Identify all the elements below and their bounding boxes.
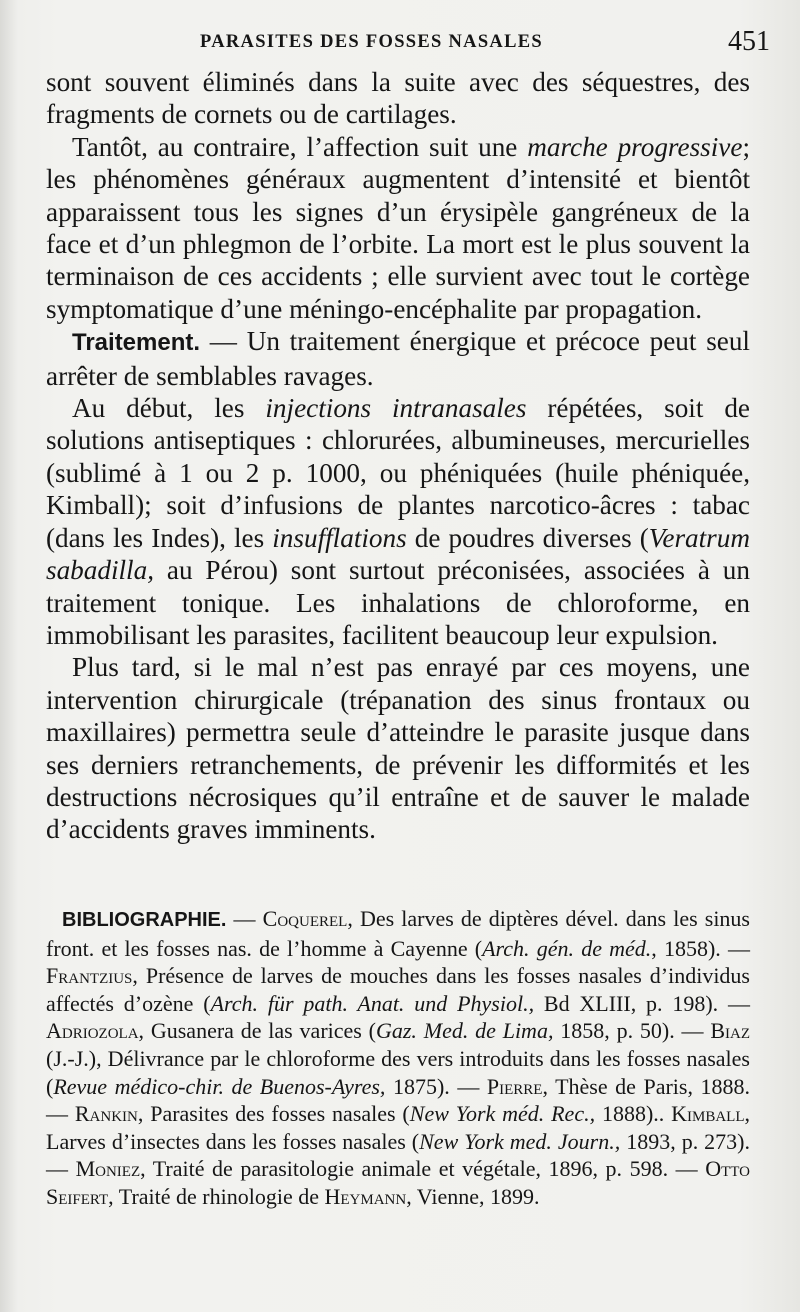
- author-name: Otto Seifert: [46, 1156, 750, 1209]
- paragraph-intervention: Plus tard, si le mal n’est pas enrayé par ces moyens, une intervention chirurgicale (trépanation des sinus frontaux ou maxillaires) permettra seule d’atteindre le parasite jusque dans ses derniers retranchements, de prévenir les difformités et les destructions nécrosiques qu’il entraîne et de sauver le malade d’accidents graves imminents.: [46, 652, 750, 845]
- bibliography: [46, 905, 750, 1211]
- author-name: Biaz: [710, 1018, 750, 1044]
- author-name: Coquerel: [262, 906, 348, 931]
- author-name: Heymann: [324, 1183, 407, 1209]
- main-text: [46, 66, 750, 846]
- journal-title: New York méd. Rec.,: [409, 1101, 596, 1127]
- journal-title: Revue médico-chir. de Buenos-Ayres,: [53, 1073, 386, 1099]
- paragraph-traitement: Traitement. — Un traitement énergique et précoce peut seul arrêter de semblables ravages.: [46, 326, 750, 391]
- bibliography-text: BIBLIOGRAPHIE. — Coquerel, Des larves de diptères dével. dans les sinus front. et les fosses nas. de l’homme à Cayenne (Arch. gén. de méd., 1858). — Frantzius, Présence de larves de mouches dans les fosses nasales d’individus affectés d’ozène (Arch. für path. Anat. und Physiol., Bd XLIII, p. 198). — Adriozola, Gusanera de las varices (Gaz. Med. de Lima, 1858, p. 50). — Biaz (J.-J.), Délivrance par le chloroforme des vers introduits dans les fosses nasales (Revue médico-chir. de Buenos-Ayres, 1875). — Pierre, Thèse de Paris, 1888. — Rankin, Parasites des fosses nasales (New York méd. Rec., 1888).. Kimball, Larves d’insectes dans les fosses nasales (New York med. Journ., 1893, p. 273). — Moniez, Traité de parasitologie animale et végétale, 1896, p. 598. — Otto Seifert, Traité de rhinologie de Heymann, Vienne, 1899.: [46, 906, 751, 1209]
- page-number: 451: [728, 26, 770, 57]
- paragraph-progression: Tantôt, au contraire, l’affection suit une marche progressive; les phénomènes généraux augmentent d’intensité et bientôt apparaissent tous les signes d’un érysipèle gangréneux de la face et d’un phlegmon de l’orbite. La mort est le plus souvent la terminaison de ces accidents ; elle survient avec tout le cortège symptomatique d’une méningo-encéphalite par propagation.: [46, 131, 750, 324]
- journal-title: Gaz. Med. de Lima,: [375, 1018, 554, 1044]
- author-name: Rankin: [74, 1101, 138, 1127]
- section-heading-traitement: Traitement.: [72, 329, 201, 357]
- author-name: Pierre: [486, 1073, 543, 1099]
- author-name: Kimball: [671, 1101, 745, 1127]
- journal-title: Arch. für path. Anat. und Physiol.,: [210, 990, 535, 1016]
- journal-title: New York med. Journ.,: [419, 1128, 621, 1154]
- running-title: PARASITES DES FOSSES NASALES: [200, 32, 543, 52]
- author-name: Moniez: [75, 1156, 141, 1182]
- bibliography-heading: BIBLIOGRAPHIE.: [62, 909, 227, 931]
- emphasis-marche-progressive: marche progressive: [527, 131, 743, 162]
- paragraph-injections: Au début, les injections intranasales répétées, soit de solutions antiseptiques : chlorurées, albumineuses, mercurielles (sublimé à 1 ou 2 p. 1000, ou phéniquées (huile phéniquée, Kimball); soit d’infusions de plantes narcotico-âcres : tabac (dans les Indes), les insufflations de poudres diverses (Veratrum sabadilla, au Pérou) sont surtout préconisées, associées à un traitement tonique. Les inhalations de chloroforme, en immobilisant les parasites, facilitent beaucoup leur expulsion.: [46, 393, 750, 650]
- paragraph-continuation: sont souvent éliminés dans la suite avec des séquestres, des fragments de cornets ou de cartilages.: [46, 67, 750, 130]
- page-header: [40, 26, 770, 60]
- author-name: Adriozola: [46, 1018, 139, 1044]
- journal-title: Arch. gén. de méd.: [482, 935, 652, 961]
- author-name: Frantzius: [46, 963, 133, 989]
